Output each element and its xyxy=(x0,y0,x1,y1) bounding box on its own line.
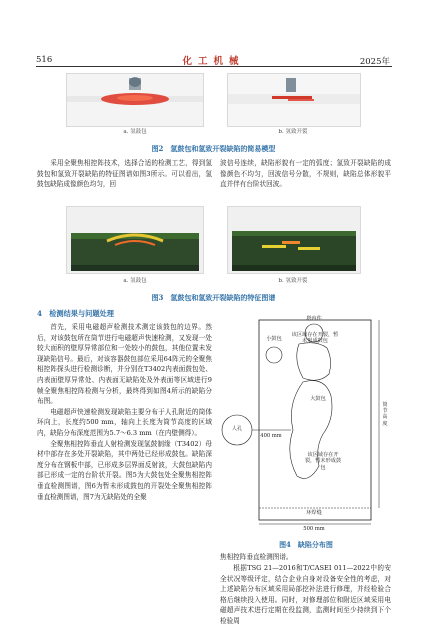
journal-title: 化工机械 xyxy=(182,56,245,67)
figure4-label-small-blister: 小鼓包 xyxy=(266,336,282,342)
figure4-label-big-blister: 大鼓包 xyxy=(310,396,326,402)
figure4-label-top: 塔内件 xyxy=(306,316,322,322)
header-rule xyxy=(36,66,392,67)
figure3a-label: a. 氢鼓包 xyxy=(123,278,147,284)
paragraph: 根据TSG 21—2016和T/CASEI 011—2022中的安全状况等级评定，结合企业自身对设备安全性的考虑，对上述缺陷分布区域采用局部挖补法进行修理，并经检验合格后继续投入使用。同时，对修理部位和附近区域采用电磁超声技术进行定期在役监测，监测时间至少持续到下个检验周 xyxy=(220,564,391,625)
figure2-caption: 图2 氢鼓包和氢致开裂缺陷的简易模型 xyxy=(151,144,276,153)
figure4-caption: 图4 缺陷分布图 xyxy=(279,540,333,549)
figure2a-label: a. 氢鼓包 xyxy=(123,129,147,135)
page-number: 516 xyxy=(36,55,53,65)
figure3a-image xyxy=(66,206,204,274)
paragraph: 全聚焦相控阵垂直人射检测发现氢鼓制缘（T3402）母材中部存在多处开裂缺陷，其中两处已经形成鼓包。缺陷深度分布在钢板中部，已形成多层界面反射波，大鼓包缺陷内部已形成一定的台阶状开裂。图5为大鼓包处全聚焦相控阵垂直检测图谱，图6为暂未形成鼓包的开裂处全聚焦相控阵垂直检测图谱，图7为无缺陷处的全聚 xyxy=(37,439,212,501)
figure4-label-area2: 该区域存在开裂，暂未形成鼓包 xyxy=(304,452,342,471)
figure4-label-area1: 该区域存在开裂，暂未形成鼓包 xyxy=(291,332,339,345)
figure4-graphic xyxy=(221,312,391,537)
figure4-label-seam: 环焊缝 xyxy=(306,510,322,516)
figure4-label-500: 500 mm xyxy=(303,526,325,532)
figure3-caption: 图3 氢鼓包和氢致开裂缺陷的特征图谱 xyxy=(151,293,276,302)
paragraph: 电磁超声快速检测发现缺陷主要分布于人孔附近的筒体环向上，长度约500 mm，轴向上长度为筒节高度的区域内，缺陷分布深度范围为5.7～6.3 mm（在内壁侧得）。 xyxy=(37,407,212,437)
paragraph: 焦相控阵垂直检测图谱。 xyxy=(220,553,293,561)
text-right-top xyxy=(220,158,391,190)
figure3a-graphic xyxy=(67,207,203,273)
figure2b-label: b. 氢致开裂 xyxy=(278,129,308,135)
journal-year: 2025年 xyxy=(359,57,390,67)
text-right-body xyxy=(220,552,391,563)
figure3b-label: b. 氢致开裂 xyxy=(278,278,308,284)
text-left-body xyxy=(37,322,212,502)
section-heading: 4 检测结果与问题处理 xyxy=(37,309,114,318)
figure3b-image xyxy=(227,206,361,274)
paragraph: 波信号连续，缺陷形貌有一定的弧度；氢致开裂缺陷的成像颜色不均匀，回波信号分散，不规则，缺陷总体形貌平直并伴有台阶状回波。 xyxy=(220,159,391,189)
figure4-label-manhole: 人孔 xyxy=(231,426,243,432)
figure2a-graphic xyxy=(67,74,203,126)
figure2b-graphic xyxy=(228,74,360,126)
text-right-body-2 xyxy=(220,563,391,625)
text-left-top xyxy=(37,158,212,190)
paragraph: 采用全聚焦相控阵技术，选择合适的检测工艺，得到氢鼓包和氢致开裂缺陷的特征图谱如图3所示。可以看出，氢鼓包缺陷成像颜色均匀，回 xyxy=(37,159,212,189)
figure2b-image xyxy=(227,73,361,127)
paragraph: 首先，采用电磁超声检测技术测定该鼓包的边界。然后，对该鼓包所在筒节进行电磁超声快速检测，又发现一处较大面积的壁厚异常部位和一处较小的鼓包，其他位置未发现缺陷信号。最后，对该容器鼓包部位采用64阵元的全聚焦相控阵探头进行检测诊断，并分别在T3402内表面鼓包处、内表面壁厚异常处、内表面无缺陷处及外表面等区域进行9帧全聚焦相控阵检测与分析，最终得到如图4所示的缺陷分布图。 xyxy=(37,323,212,406)
figure4-diagram xyxy=(221,312,391,537)
figure3b-graphic xyxy=(228,207,360,273)
figure4-label-height: 筒节高度 xyxy=(382,402,388,427)
figure4-label-400: 400 mm xyxy=(260,433,282,439)
figure2a-image xyxy=(66,73,204,127)
